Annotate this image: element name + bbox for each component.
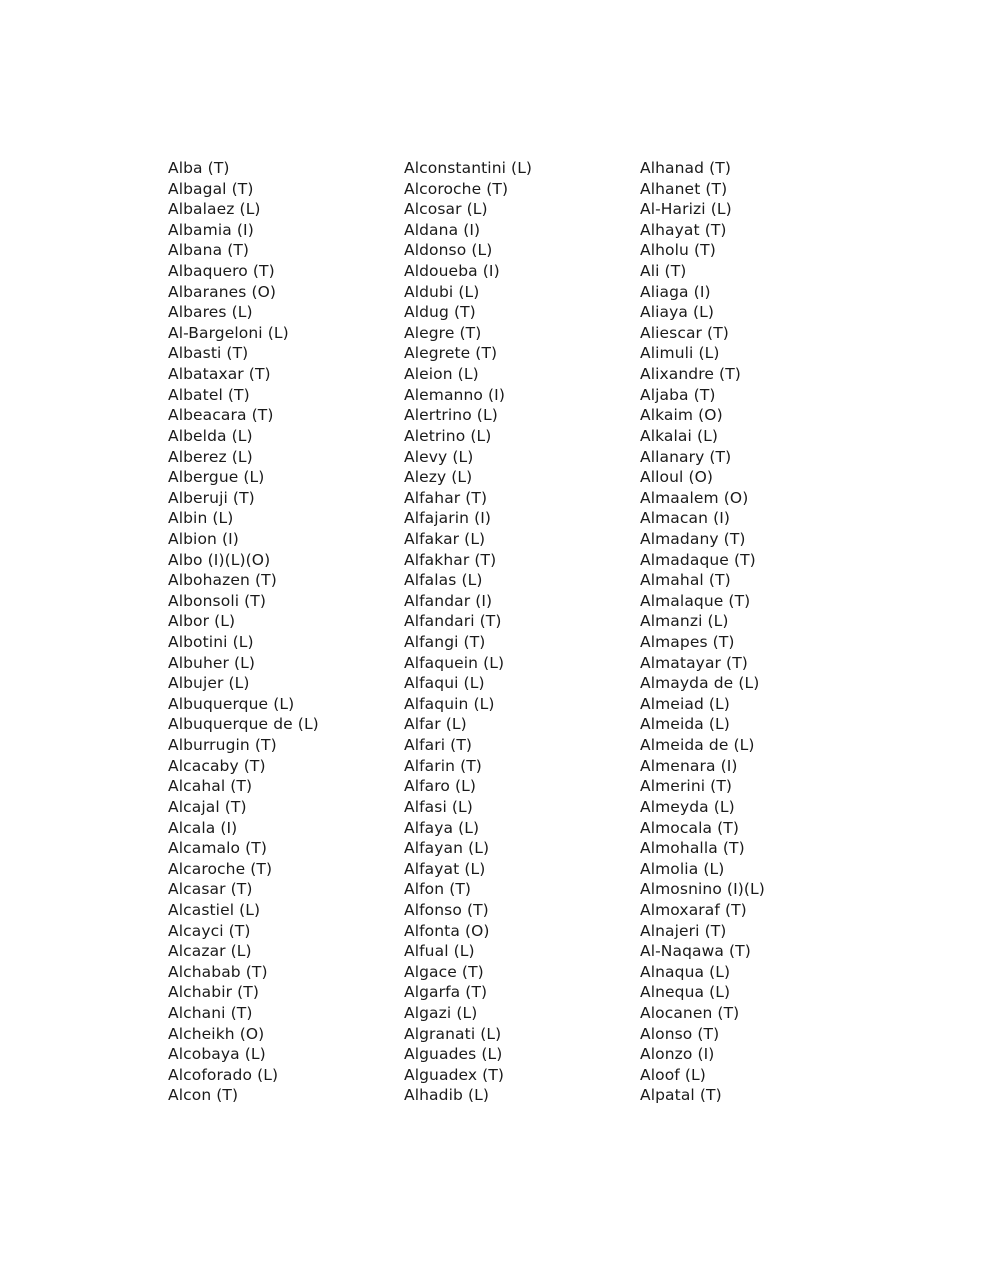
surname-entry: Almeida (L) [640,715,730,734]
surname-entry: Almacan (I) [640,509,731,528]
surname-entry: Albasti (T) [168,344,249,363]
surname-entry: Alfakar (L) [404,529,486,548]
surname-entry: Al-Naqawa (T) [640,942,751,961]
surname-entry: Albeacara (T) [168,406,274,425]
surname-entry: Alguades (L) [404,1045,503,1064]
surname-entry: Albergue (L) [168,468,265,487]
surname-entry: Alfandari (T) [404,612,502,631]
surname-entry: Alholu (T) [640,241,716,260]
surname-entry: Albatel (T) [168,385,250,404]
surname-entry: Alcobaya (L) [168,1045,266,1064]
surname-entry: Alfonta (O) [404,921,490,940]
surname-entry: Alcosar (L) [404,200,488,219]
surname-entry: Alfaya (L) [404,818,480,837]
surname-entry: Alberez (L) [168,447,253,466]
surname-entry: Almalaque (T) [640,591,751,610]
surname-entry: Alnaqua (L) [640,962,731,981]
surname-entry: Albo (I)(L)(O) [168,550,271,569]
surname-entry: Albaquero (T) [168,262,275,281]
surname-entry: Alcheikh (O) [168,1024,265,1043]
surname-entry: Aletrino (L) [404,426,492,445]
surname-entry: Alemanno (I) [404,385,505,404]
surname-entry: Alixandre (T) [640,365,741,384]
surname-entry: Alegrete (T) [404,344,498,363]
surname-entry: Aleion (L) [404,365,479,384]
surname-entry: Almolia (L) [640,859,725,878]
surname-entry: Almanzi (L) [640,612,729,631]
surname-entry: Albuquerque de (L) [168,715,319,734]
surname-entry: Almeyda (L) [640,797,735,816]
surname-entry: Alloul (O) [640,468,714,487]
surname-entry: Aliaya (L) [640,303,715,322]
surname-entry: Alchabab (T) [168,962,268,981]
surname-entry: Alfayan (L) [404,839,490,858]
surname-entry: Alcastiel (L) [168,900,261,919]
surname-entry: Almerini (T) [640,777,733,796]
surname-entry: Alfari (T) [404,736,473,755]
surname-entry: Alfaqui (L) [404,674,485,693]
surname-entry: Almohalla (T) [640,839,745,858]
surname-entry: Albin (L) [168,509,234,528]
surname-entry: Alfarin (T) [404,756,482,775]
surname-entry: Alcon (T) [168,1086,239,1105]
surname-entry: Albohazen (T) [168,571,277,590]
surname-entry: Alonso (T) [640,1024,720,1043]
surname-entry: Aldonso (L) [404,241,493,260]
surname-entry: Alkalai (L) [640,426,718,445]
surname-entry: Alcasar (T) [168,880,253,899]
surname-entry: Alnequa (L) [640,983,731,1002]
surname-entry: Albujer (L) [168,674,250,693]
surname-entry: Almadany (T) [640,529,746,548]
surname-entry: Alegre (T) [404,323,482,342]
surname-entry: Aloof (L) [640,1065,706,1084]
surname-entry: Alcazar (L) [168,942,252,961]
surname-entry: Alberuji (T) [168,488,255,507]
surname-entry: Aldubi (L) [404,282,480,301]
surname-entry: Alevy (L) [404,447,474,466]
surname-entry: Algranati (L) [404,1024,502,1043]
surname-entry: Alcaroche (T) [168,859,273,878]
surname-entry: Albalaez (L) [168,200,261,219]
surname-entry: Albamia (I) [168,220,254,239]
surname-entry: Alhayat (T) [640,220,727,239]
surname-entry: Aldana (I) [404,220,481,239]
surname-entry: Alcoroche (T) [404,179,509,198]
surname-entry: Albaranes (O) [168,282,277,301]
surname-entry: Albuquerque (L) [168,694,295,713]
surname-entry: Albotini (L) [168,633,254,652]
surname-entry: Alguadex (T) [404,1065,505,1084]
surname-entry: Alfon (T) [404,880,472,899]
surname-entry: Alburrugin (T) [168,736,277,755]
surname-entry: Alconstantini (L) [404,159,533,177]
surname-entry: Albuher (L) [168,653,256,672]
surname-entry: Al-Harizi (L) [640,200,732,219]
surname-entry: Alfaquein (L) [404,653,505,672]
surname-entry: Alfajarin (I) [404,509,492,528]
surname-entry: Almahal (T) [640,571,731,590]
surname-entry: Albor (L) [168,612,236,631]
surname-entry: Almeida de (L) [640,736,755,755]
surname-entry: Alonzo (I) [640,1045,715,1064]
surname-entry: Alhanet (T) [640,179,728,198]
surname-entry: Alpatal (T) [640,1086,722,1105]
surname-entry: Ali (T) [640,262,687,281]
surname-column-2 [404,158,532,1106]
surname-entry: Alfayat (L) [404,859,486,878]
surname-entry: Albana (T) [168,241,250,260]
surname-entry: Al-Bargeloni (L) [168,323,289,342]
surname-entry: Albagal (T) [168,179,254,198]
surname-entry: Alfasi (L) [404,797,473,816]
surname-entry: Alcayci (T) [168,921,251,940]
surname-entry: Almapes (T) [640,633,735,652]
surname-entry: Algarfa (T) [404,983,488,1002]
surname-entry: Alfalas (L) [404,571,483,590]
surname-entry: Albelda (L) [168,426,253,445]
surname-entry: Aliescar (T) [640,323,729,342]
surname-entry: Alfual (L) [404,942,475,961]
surname-entry: Alcacaby (T) [168,756,266,775]
surname-entry: Alfonso (T) [404,900,489,919]
surname-entry: Algazi (L) [404,1003,478,1022]
surname-entry: Alimuli (L) [640,344,720,363]
surname-columns [168,158,928,1118]
surname-entry: Allanary (T) [640,447,732,466]
surname-entry: Albataxar (T) [168,365,271,384]
surname-entry: Alocanen (T) [640,1003,740,1022]
surname-entry: Alchani (T) [168,1003,253,1022]
surname-entry: Alkaim (O) [640,406,723,425]
surname-entry: Alhadib (L) [404,1086,489,1105]
surname-entry: Alcoforado (L) [168,1065,279,1084]
surname-column-3 [640,158,765,1106]
surname-entry: Albion (I) [168,529,239,548]
surname-entry: Almocala (T) [640,818,740,837]
surname-column-1 [168,158,319,1106]
surname-entry: Alcahal (T) [168,777,253,796]
surname-entry: Almatayar (T) [640,653,748,672]
surname-entry: Albares (L) [168,303,253,322]
surname-entry: Alcala (I) [168,818,238,837]
surname-entry: Alcajal (T) [168,797,247,816]
surname-entry: Almosnino (I)(L) [640,880,765,899]
surname-entry: Almenara (I) [640,756,738,775]
surname-entry: Almaalem (O) [640,488,749,507]
surname-entry: Alcamalo (T) [168,839,268,858]
surname-entry: Alfahar (T) [404,488,488,507]
surname-entry: Alertrino (L) [404,406,498,425]
surname-entry: Alba (T) [168,159,230,177]
surname-entry: Almeiad (L) [640,694,730,713]
surname-entry: Aliaga (I) [640,282,711,301]
surname-entry: Alfaro (L) [404,777,477,796]
surname-entry: Alchabir (T) [168,983,259,1002]
surname-entry: Aldoueba (I) [404,262,500,281]
surname-entry: Alezy (L) [404,468,473,487]
surname-entry: Aljaba (T) [640,385,716,404]
surname-entry: Alfaquin (L) [404,694,495,713]
surname-entry: Almadaque (T) [640,550,756,569]
surname-entry: Albonsoli (T) [168,591,267,610]
surname-entry: Aldug (T) [404,303,476,322]
surname-entry: Alhanad (T) [640,159,731,177]
surname-entry: Algace (T) [404,962,484,981]
surname-entry: Alfar (L) [404,715,467,734]
surname-entry: Alfandar (I) [404,591,493,610]
surname-entry: Alfakhar (T) [404,550,497,569]
surname-entry: Alnajeri (T) [640,921,727,940]
surname-entry: Almayda de (L) [640,674,760,693]
surname-entry: Almoxaraf (T) [640,900,747,919]
surname-entry: Alfangi (T) [404,633,486,652]
